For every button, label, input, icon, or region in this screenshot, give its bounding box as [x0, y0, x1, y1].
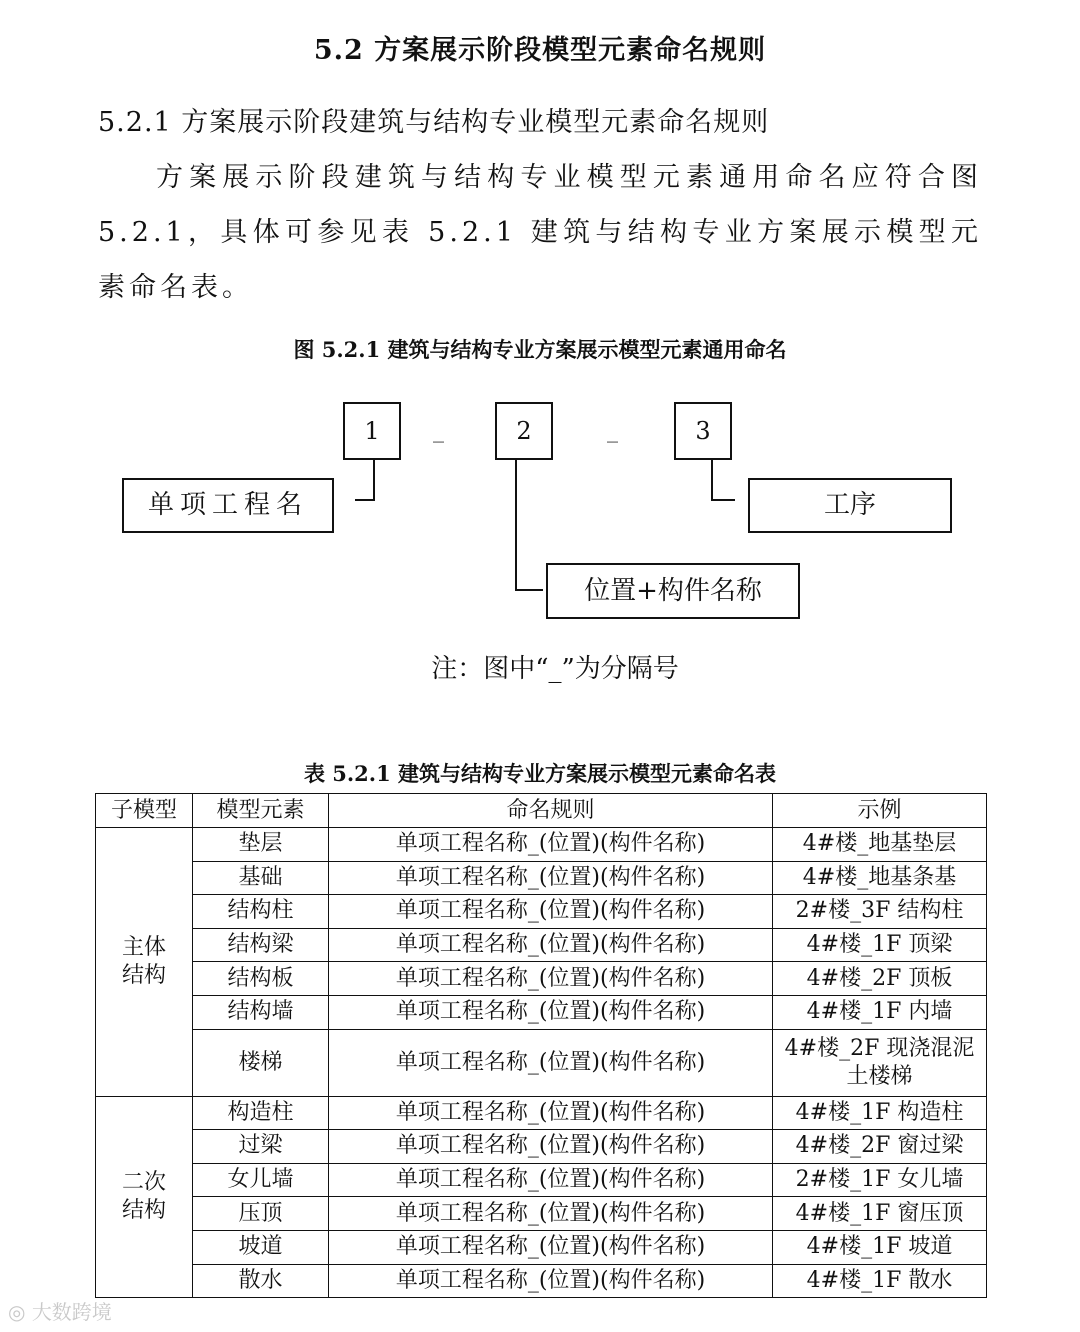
cell-element: 坡道	[193, 1230, 329, 1264]
label-process: 工序	[748, 478, 952, 533]
header-submodel: 子模型	[96, 794, 193, 828]
cell-element: 结构梁	[193, 928, 329, 962]
diagram-separator-1: _	[433, 418, 444, 443]
cell-element: 结构墙	[193, 995, 329, 1029]
cell-element: 压顶	[193, 1197, 329, 1231]
cell-rule: 单项工程名称_(位置)(构件名称)	[329, 995, 773, 1029]
table-row	[96, 1163, 987, 1197]
cell-example: 4#楼_1F 顶梁	[773, 928, 987, 962]
diagram-box-1: 1	[343, 402, 401, 460]
cell-element: 过梁	[193, 1130, 329, 1164]
figure-note: 注：图中“_”为分隔号	[431, 654, 679, 684]
cell-rule: 单项工程名称_(位置)(构件名称)	[329, 828, 773, 862]
table-row	[96, 1130, 987, 1164]
table-row	[96, 962, 987, 996]
table-row	[96, 1096, 987, 1130]
watermark	[8, 1296, 112, 1325]
table-row	[96, 1230, 987, 1264]
table-row	[96, 828, 987, 862]
table-row	[96, 895, 987, 929]
watermark-logo-icon: ◎	[8, 1300, 32, 1324]
cell-element: 女儿墙	[193, 1163, 329, 1197]
diagram-box-3: 3	[674, 402, 732, 460]
subsection-title: 5.2.1 方案展示阶段建筑与结构专业模型元素命名规则	[98, 107, 770, 138]
cell-rule: 单项工程名称_(位置)(构件名称)	[329, 1096, 773, 1130]
cell-example: 4#楼_2F 窗过梁	[773, 1130, 987, 1164]
cell-element: 基础	[193, 861, 329, 895]
cell-example: 4#楼_1F 窗压顶	[773, 1197, 987, 1231]
cell-element: 垫层	[193, 828, 329, 862]
figure-caption: 图 5.2.1 建筑与结构专业方案展示模型元素通用命名	[293, 337, 787, 362]
cell-element: 构造柱	[193, 1096, 329, 1130]
table-caption: 表 5.2.1 建筑与结构专业方案展示模型元素命名表	[303, 761, 777, 786]
cell-example: 4#楼_1F 构造柱	[773, 1096, 987, 1130]
group-main-structure: 主体结构	[96, 828, 193, 1097]
cell-rule: 单项工程名称_(位置)(构件名称)	[329, 861, 773, 895]
cell-example: 4#楼_2F 顶板	[773, 962, 987, 996]
table-row	[96, 1029, 987, 1096]
diagram-separator-2: _	[607, 418, 618, 443]
header-element: 模型元素	[193, 794, 329, 828]
cell-rule: 单项工程名称_(位置)(构件名称)	[329, 1230, 773, 1264]
cell-element: 楼梯	[193, 1029, 329, 1096]
cell-element: 散水	[193, 1264, 329, 1298]
table-row	[96, 928, 987, 962]
cell-element: 结构板	[193, 962, 329, 996]
cell-rule: 单项工程名称_(位置)(构件名称)	[329, 1029, 773, 1096]
table-row	[96, 995, 987, 1029]
cell-example: 4#楼_1F 散水	[773, 1264, 987, 1298]
label-project-name: 单项工程名	[122, 478, 334, 533]
cell-rule: 单项工程名称_(位置)(构件名称)	[329, 928, 773, 962]
naming-table	[95, 793, 987, 1298]
header-rule: 命名规则	[329, 794, 773, 828]
cell-rule: 单项工程名称_(位置)(构件名称)	[329, 1264, 773, 1298]
table-row	[96, 861, 987, 895]
cell-rule: 单项工程名称_(位置)(构件名称)	[329, 1163, 773, 1197]
body-paragraph: 方案展示阶段建筑与结构专业模型元素通用命名应符合图 5.2.1，具体可参见表 5.2.1 建筑与结构专业方案展示模型元素命名表。	[98, 162, 982, 303]
label-position-component: 位置+构件名称	[546, 563, 800, 619]
cell-rule: 单项工程名称_(位置)(构件名称)	[329, 895, 773, 929]
cell-element: 结构柱	[193, 895, 329, 929]
group-secondary-structure: 二次结构	[96, 1096, 193, 1298]
cell-example: 2#楼_3F 结构柱	[773, 895, 987, 929]
cell-example: 4#楼_2F 现浇混泥土楼梯	[773, 1029, 987, 1096]
cell-rule: 单项工程名称_(位置)(构件名称)	[329, 962, 773, 996]
cell-example: 2#楼_1F 女儿墙	[773, 1163, 987, 1197]
cell-example: 4#楼_地基条基	[773, 861, 987, 895]
table-row	[96, 1197, 987, 1231]
cell-rule: 单项工程名称_(位置)(构件名称)	[329, 1130, 773, 1164]
diagram-box-2: 2	[495, 402, 553, 460]
cell-example: 4#楼_1F 内墙	[773, 995, 987, 1029]
cell-rule: 单项工程名称_(位置)(构件名称)	[329, 1197, 773, 1231]
cell-example: 4#楼_地基垫层	[773, 828, 987, 862]
table-row	[96, 1264, 987, 1298]
cell-example: 4#楼_1F 坡道	[773, 1230, 987, 1264]
header-example: 示例	[773, 794, 987, 828]
watermark-text: 大数跨境	[31, 1300, 112, 1324]
section-title: 5.2 方案展示阶段模型元素命名规则	[313, 35, 767, 66]
